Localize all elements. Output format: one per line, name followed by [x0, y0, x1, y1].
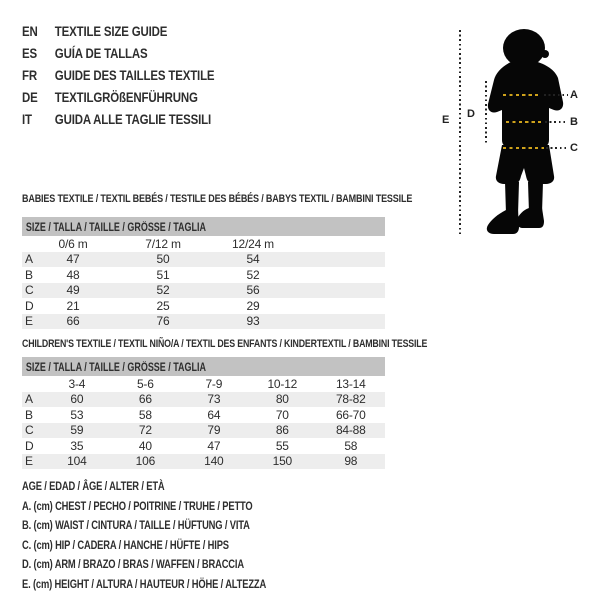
babies-section-title: BABIES TEXTILE / TEXTIL BEBÉS / TESTILE DES BÉBÉS / BABYS TEXTIL / BAMBINI TESSILE — [22, 193, 413, 205]
cell: 50 — [156, 252, 170, 267]
cell: 76 — [156, 314, 170, 329]
babies-size-header-bar: SIZE / TALLA / TAILLE / GRÖSSE / TAGLIA — [22, 217, 385, 236]
row-label: D — [25, 438, 34, 453]
chest-label: A — [570, 89, 578, 101]
language-list — [22, 20, 257, 130]
cell: 60 — [70, 392, 84, 407]
table-row — [22, 438, 385, 454]
arm-dotted-line — [485, 81, 487, 145]
babies-column-header-row — [22, 236, 385, 252]
row-label: C — [25, 283, 34, 298]
children-size-header-bar: SIZE / TALLA / TAILLE / GRÖSSE / TAGLIA — [22, 357, 385, 376]
cell: 52 — [246, 267, 260, 282]
babies-size-table — [22, 217, 385, 329]
language-label: GUIDE DES TAILLES TEXTILE — [54, 67, 215, 83]
cell: 51 — [156, 267, 170, 282]
language-code: EN — [22, 23, 38, 39]
cell: 53 — [70, 407, 84, 422]
cell: 98 — [344, 454, 358, 469]
height-label: E — [442, 114, 450, 126]
cell: 47 — [66, 252, 80, 267]
children-size-table — [22, 357, 385, 469]
row-label: E — [25, 314, 33, 329]
height-dotted-line — [459, 30, 461, 236]
legend-height: E. (cm) HEIGHT / ALTURA / HAUTEUR / HÖHE / ALTEZZA — [22, 576, 267, 591]
cell: 21 — [66, 298, 80, 313]
cell: 47 — [207, 438, 221, 453]
language-row — [22, 108, 214, 130]
language-row — [22, 86, 214, 108]
children-section-title: CHILDREN'S TEXTILE / TEXTIL NIÑO/A / TEXTIL DES ENFANTS / KINDERTEXTIL / BAMBINI TESSILE — [22, 338, 428, 350]
language-row — [22, 42, 214, 64]
cell: 104 — [67, 454, 87, 469]
cell: 86 — [275, 423, 289, 438]
language-row — [22, 64, 214, 86]
waist-dash-line — [506, 121, 543, 123]
waist-label: B — [570, 116, 578, 128]
column-header: 3-4 — [68, 376, 86, 391]
cell: 54 — [246, 252, 260, 267]
chest-dash-line — [503, 94, 541, 96]
table-row — [22, 454, 385, 470]
column-header: 7-9 — [205, 376, 223, 391]
cell: 73 — [207, 392, 221, 407]
hip-dash-line — [503, 147, 544, 149]
table-row — [22, 298, 385, 314]
waist-dotted-line — [545, 121, 567, 123]
chest-dotted-line — [544, 94, 568, 96]
table-row — [22, 252, 385, 268]
column-header: 12/24 m — [232, 236, 274, 251]
column-header: 0/6 m — [58, 236, 88, 251]
cell: 79 — [207, 423, 221, 438]
table-row — [22, 283, 385, 299]
table-row — [22, 407, 385, 423]
cell: 93 — [246, 314, 260, 329]
legend-chest: A. (cm) CHEST / PECHO / POITRINE / TRUHE / PETTO — [22, 498, 253, 513]
table-row — [22, 392, 385, 408]
cell: 58 — [138, 407, 152, 422]
cell: 64 — [207, 407, 221, 422]
row-label: A — [25, 392, 33, 407]
row-label: E — [25, 454, 33, 469]
row-label: D — [25, 298, 34, 313]
cell: 70 — [275, 407, 289, 422]
row-label: B — [25, 407, 33, 422]
hip-dotted-line — [546, 147, 567, 149]
column-header: 13-14 — [335, 376, 366, 391]
row-label: A — [25, 252, 33, 267]
cell: 58 — [344, 438, 358, 453]
cell: 40 — [138, 438, 152, 453]
cell: 66 — [66, 314, 80, 329]
cell: 66-70 — [335, 407, 366, 422]
cell: 25 — [156, 298, 170, 313]
table-row — [22, 314, 385, 330]
language-label: TEXTILGRÖßENFÜHRUNG — [54, 89, 198, 105]
language-row — [22, 20, 214, 42]
cell: 35 — [70, 438, 84, 453]
cell: 78-82 — [335, 392, 366, 407]
language-code: ES — [22, 45, 37, 61]
language-code: IT — [22, 111, 32, 127]
cell: 72 — [138, 423, 152, 438]
language-label: GUIDA ALLE TAGLIE TESSILI — [54, 111, 211, 127]
language-code: DE — [22, 89, 38, 105]
cell: 55 — [275, 438, 289, 453]
legend-arm: D. (cm) ARM / BRAZO / BRAS / WAFFEN / BRACCIA — [22, 557, 244, 571]
table-row — [22, 423, 385, 439]
cell: 106 — [135, 454, 156, 469]
cell: 150 — [272, 454, 293, 469]
measurement-legend — [22, 477, 335, 594]
cell: 84-88 — [335, 423, 366, 438]
language-label: TEXTILE SIZE GUIDE — [54, 23, 168, 39]
row-label: C — [25, 423, 34, 438]
cell: 29 — [246, 298, 260, 313]
cell: 49 — [66, 283, 80, 298]
language-code: FR — [22, 67, 37, 83]
cell: 80 — [275, 392, 289, 407]
hip-label: C — [570, 142, 578, 154]
arm-label: D — [467, 108, 475, 120]
language-label: GUÍA DE TALLAS — [54, 45, 148, 61]
legend-age: AGE / EDAD / ÂGE / ALTER / ETÀ — [22, 479, 165, 493]
column-header: 7/12 m — [145, 236, 181, 251]
cell: 52 — [156, 283, 170, 298]
legend-hip: C. (cm) HIP / CADERA / HANCHE / HÜFTE / HIPS — [22, 537, 229, 552]
table-row — [22, 267, 385, 283]
children-column-header-row — [22, 376, 385, 392]
child-silhouette-icon — [478, 28, 598, 238]
column-header: 5-6 — [136, 376, 154, 391]
legend-waist: B. (cm) WAIST / CINTURA / TAILLE / HÜFTUNG / VITA — [22, 518, 250, 532]
row-label: B — [25, 267, 33, 282]
cell: 59 — [70, 423, 84, 438]
cell: 56 — [246, 283, 260, 298]
column-header: 10-12 — [267, 376, 298, 391]
cell: 66 — [138, 392, 152, 407]
cell: 140 — [204, 454, 224, 469]
cell: 48 — [66, 267, 80, 282]
